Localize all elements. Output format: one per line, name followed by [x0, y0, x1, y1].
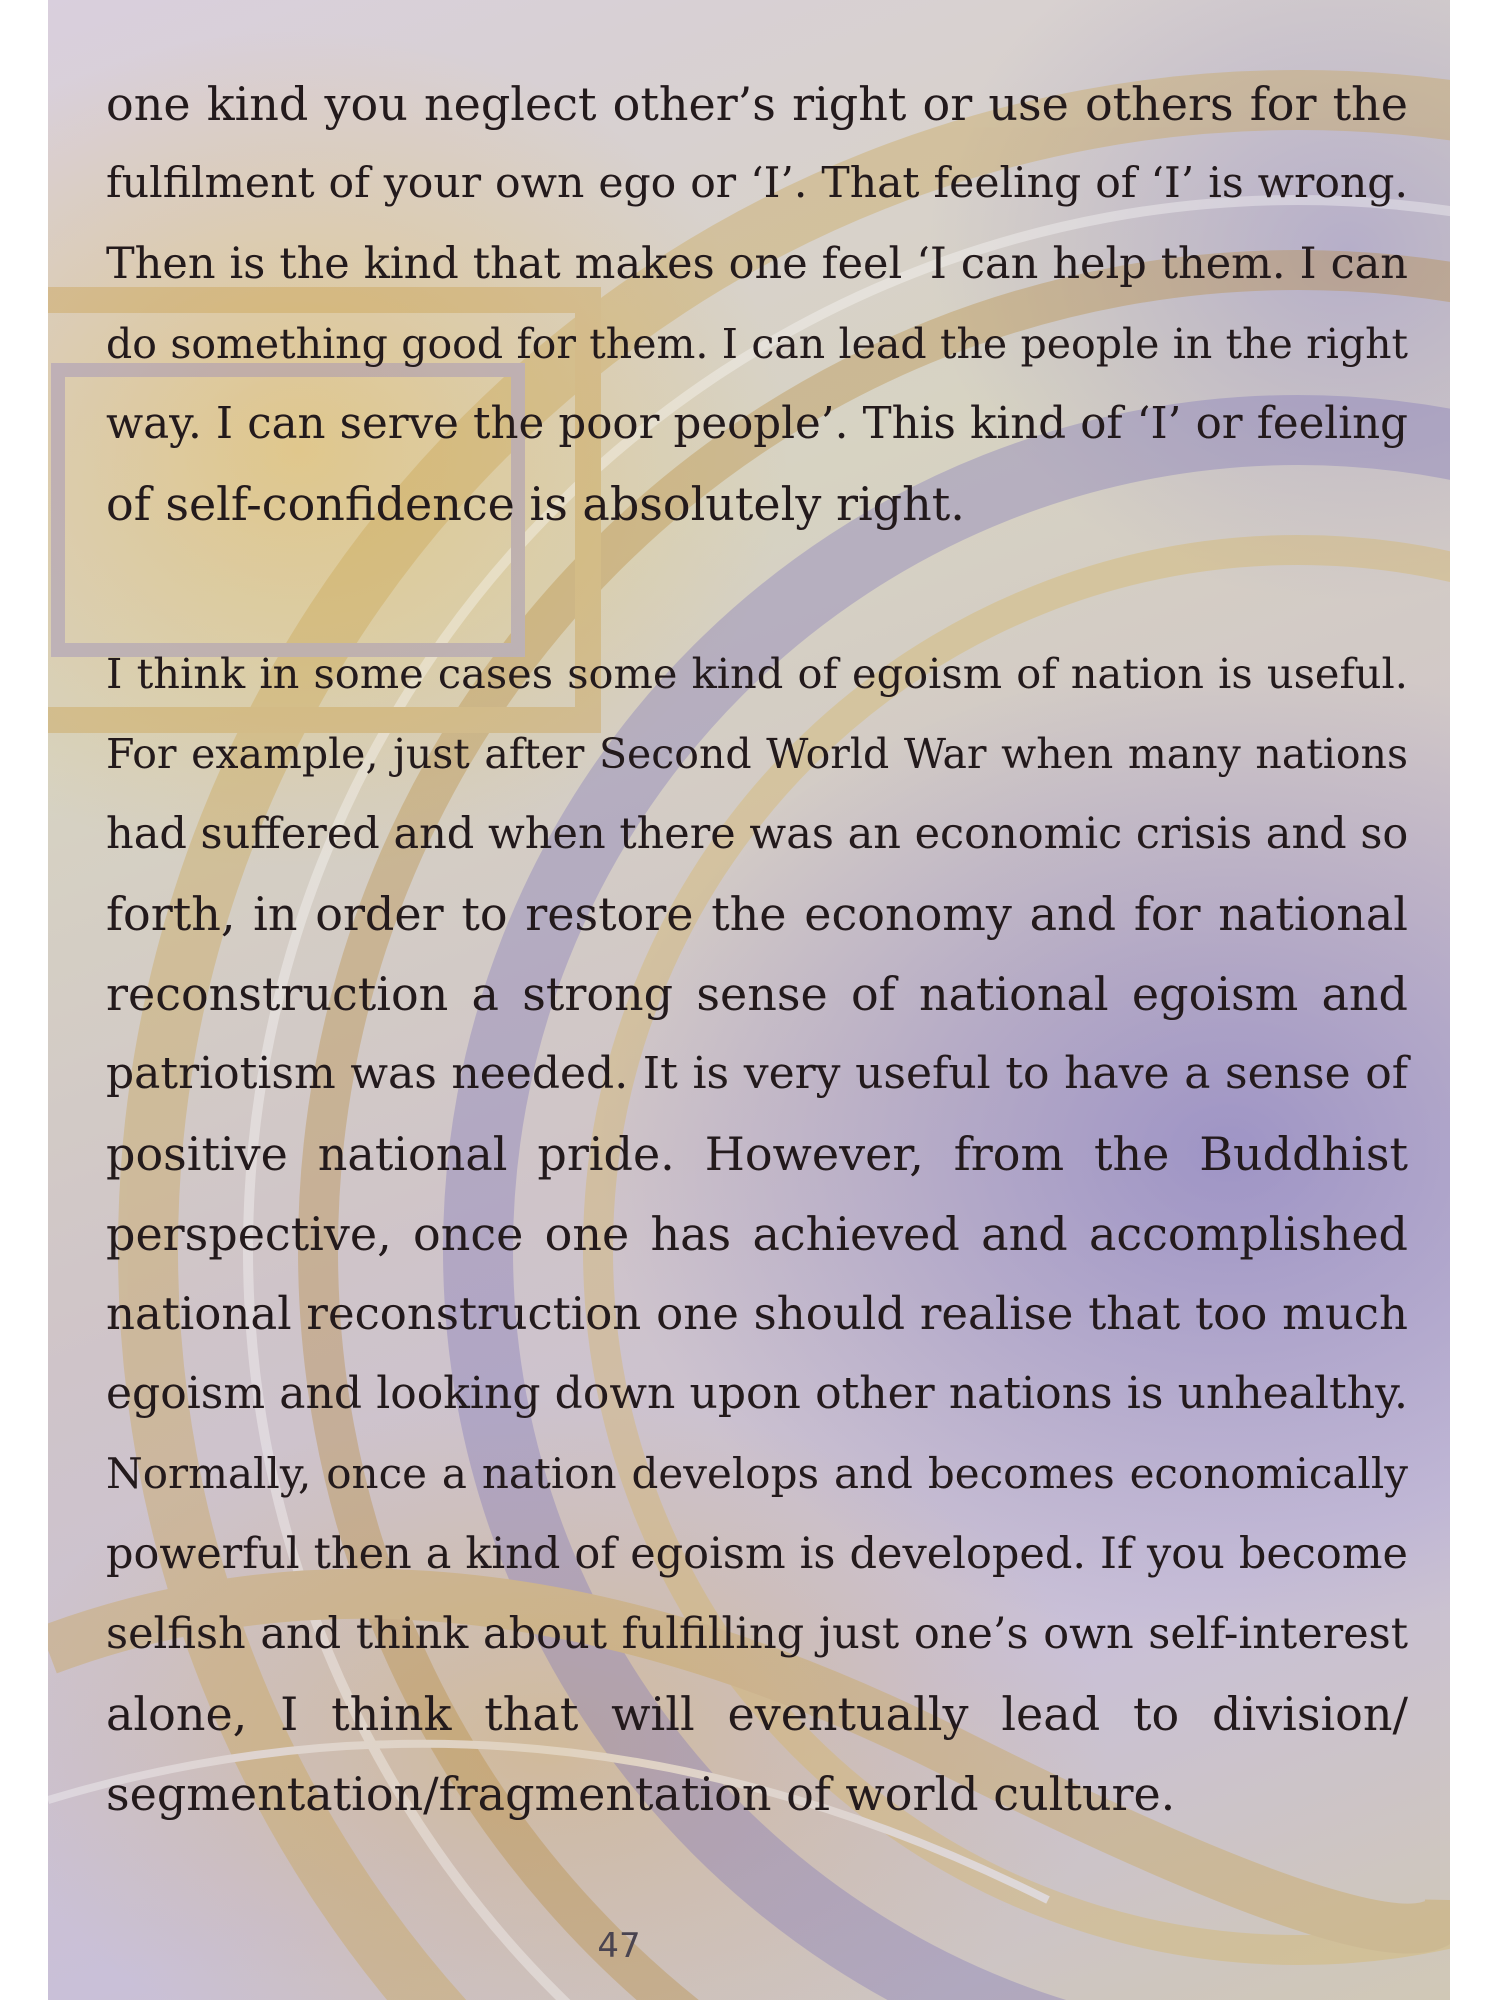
text-line: positive national pride. However, from the Buddhist — [106, 1127, 1408, 1181]
text-line: alone, I think that will eventually lead to division/ — [106, 1687, 1408, 1741]
text-line: one kind you neglect other’s right or use others for the — [106, 77, 1408, 131]
text-line: national reconstruction one should realise that too much — [106, 1287, 1408, 1340]
text-line: powerful then a kind of egoism is developed. If you become — [106, 1529, 1408, 1579]
text-line: segmentation/fragmentation of world culture. — [106, 1767, 1176, 1821]
text-line: selfish and think about fulfilling just one’s own self-interest — [106, 1609, 1408, 1659]
text-line: egoism and looking down upon other nations is unhealthy. — [106, 1368, 1408, 1419]
text-line: had suffered and when there was an economic crisis and so — [106, 809, 1409, 859]
text-line: I think in some cases some kind of egoism of nation is useful. — [106, 649, 1408, 698]
text-line: perspective, once one has achieved and accomplished — [106, 1207, 1408, 1261]
text-line: fulfilment of your own ego or ‘I’. That feeling of ‘I’ is wrong. — [106, 159, 1408, 208]
text-line: reconstruction a strong sense of national egoism and — [106, 967, 1408, 1021]
text-line: way. I can serve the poor people’. This kind of ‘I’ or feeling — [106, 399, 1408, 449]
text-line: For example, just after Second World War when many nations — [106, 730, 1408, 778]
text-line: patriotism was needed. It is very useful to have a sense of — [106, 1048, 1408, 1099]
text-line: Normally, once a nation develops and becomes economically — [106, 1449, 1408, 1498]
paragraph-1 — [106, 64, 1408, 544]
text-line: Then is the kind that makes one feel ‘I can help them. I can — [106, 239, 1408, 289]
page-number: 47 — [597, 1926, 641, 1966]
book-page — [48, 0, 1450, 2000]
text-line: forth, in order to restore the economy and for national — [106, 887, 1408, 941]
paragraph-2 — [106, 634, 1408, 1834]
text-line: of self-confidence is absolutely right. — [106, 477, 965, 531]
text-line: do something good for them. I can lead the people in the right — [106, 320, 1408, 368]
